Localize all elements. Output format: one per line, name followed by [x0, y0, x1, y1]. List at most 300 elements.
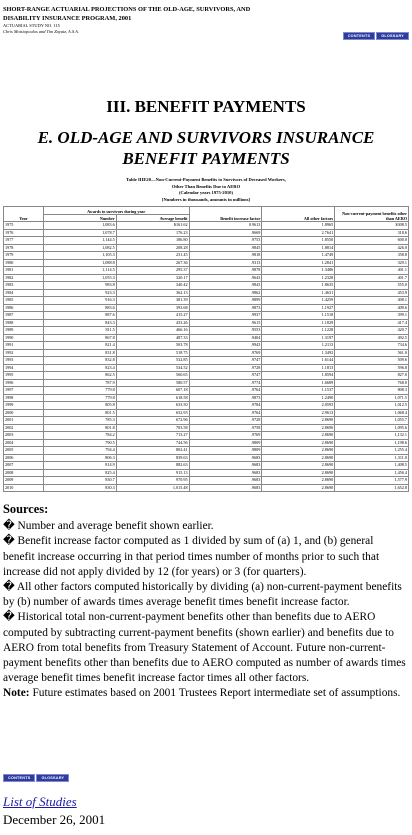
table-cell: 983.8 [43, 282, 116, 290]
subsection-title-line2: BENEFIT PAYMENTS [122, 149, 290, 168]
table-cell: $308.5 [335, 222, 409, 230]
table-cell: 1994 [4, 364, 44, 372]
table-cell: 2.0593 [262, 402, 335, 410]
table-cell: 1.8550 [262, 237, 335, 245]
table-cell: 1988 [4, 319, 44, 327]
table-cell: 492.5 [335, 334, 409, 342]
table-cell: 340.42 [116, 282, 189, 290]
table-cell: 2.9613 [262, 409, 335, 417]
table-cell: 399.1 [335, 312, 409, 320]
subsection-title-line1: E. OLD-AGE AND SURVIVORS INSURANCE [37, 128, 375, 147]
bullet-icon: � [3, 581, 15, 594]
table-cell: 1,071.5 [335, 394, 409, 402]
glossary-button-bottom[interactable]: GLOSSARY [36, 774, 69, 782]
report-header [3, 5, 409, 35]
table-cell: 1,088.8 [43, 259, 116, 267]
table-cell: 532.85 [116, 357, 189, 365]
table-cell: 1983 [4, 282, 44, 290]
table-row [4, 274, 409, 282]
table-cell: 923.3 [43, 289, 116, 297]
table-cell: 2007 [4, 462, 44, 470]
table-cell: 2.8690 [262, 447, 335, 455]
table-row [4, 379, 409, 387]
table-row [4, 424, 409, 432]
table-cell: 518.75 [116, 349, 189, 357]
table-cell: 1,068.4 [335, 409, 409, 417]
table-cell: .9769 [189, 432, 262, 440]
table-caption [0, 177, 412, 203]
table-cell: 2002 [4, 424, 44, 432]
note-text: Future estimates based on 2001 Trustees Report intermediate set of assumptions. [32, 687, 401, 700]
table-cell: 1979 [4, 252, 44, 260]
table-cell: .9764 [189, 387, 262, 395]
table-cell: 318.6 [335, 229, 409, 237]
table-cell: 1996 [4, 379, 44, 387]
table-row [4, 387, 409, 395]
table-cell: 1995 [4, 372, 44, 380]
table-cell: 555.0 [335, 282, 409, 290]
list-of-studies-link[interactable]: List of Studies [3, 794, 77, 809]
col-group-awards: Awards to survivors during year [43, 207, 189, 215]
table-cell: 2.8690 [262, 439, 335, 447]
table-cell: 487.33 [116, 334, 189, 342]
table-cell: 801.5 [43, 409, 116, 417]
col-avg-benefit: Average benefit [116, 214, 189, 222]
table-cell: 672.96 [116, 417, 189, 425]
table-cell: 1,255.4 [335, 447, 409, 455]
table-cell: 1.1537 [262, 387, 335, 395]
table-row [4, 237, 409, 245]
top-nav [343, 32, 409, 40]
table-cell: 1,311.0 [335, 454, 409, 462]
table-cell: 1978 [4, 244, 44, 252]
table-cell: 823.4 [43, 364, 116, 372]
table-row [4, 222, 409, 230]
table-cell: 1,577.9 [335, 477, 409, 485]
table-row [4, 304, 409, 312]
report-title-line2: DISABILITY INSURANCE PROGRAM, 2001 [3, 15, 132, 22]
table-cell: 915.13 [116, 469, 189, 477]
table-cell: 267.36 [116, 259, 189, 267]
table-cell: 1.6689 [262, 379, 335, 387]
section-title: III. BENEFIT PAYMENTS [106, 97, 306, 116]
bottom-nav [3, 774, 69, 782]
table-cell: 2010 [4, 484, 44, 492]
table-cell: 883.6 [43, 304, 116, 312]
table-cell: 2.8690 [262, 477, 335, 485]
table-cell: 801.8 [43, 424, 116, 432]
table-cell: 811.5 [43, 327, 116, 335]
table-cell: .9747 [189, 372, 262, 380]
table-cell: .9404 [189, 334, 262, 342]
contents-button-bottom[interactable]: CONTENTS [3, 774, 35, 782]
table-cell: .9683 [189, 454, 262, 462]
note [3, 686, 407, 701]
table-cell: 1,132.1 [335, 432, 409, 440]
publication-date: December 26, 2001 [3, 812, 106, 827]
table-cell: 862.5 [43, 372, 116, 380]
table-row [4, 289, 409, 297]
table-row [4, 282, 409, 290]
table-cell: 600.0 [335, 237, 409, 245]
table-cell: 393.68 [116, 304, 189, 312]
table-row [4, 334, 409, 342]
table-row [4, 319, 409, 327]
table-cell: 1.2113 [262, 342, 335, 350]
table-cell: .9747 [189, 357, 262, 365]
table-cell: 503.78 [116, 342, 189, 350]
table-row [4, 409, 409, 417]
table-cell: 814.9 [43, 462, 116, 470]
table-cell: 417.4 [335, 319, 409, 327]
table-cell: 1.1813 [262, 364, 335, 372]
table-cell: 1,015.48 [116, 484, 189, 492]
col-noncurrent: Non-current-payment benefits other than AERO [335, 207, 409, 222]
table-cell: .9769 [189, 349, 262, 357]
col-number: Number [43, 214, 116, 222]
table-cell: 607.18 [116, 387, 189, 395]
table-cell: 1989 [4, 327, 44, 335]
table-cell: 1992 [4, 349, 44, 357]
table-cell: 779.8 [43, 394, 116, 402]
table-cell: 794.4 [43, 447, 116, 455]
table-cell: 1980 [4, 259, 44, 267]
table-header-row-1 [4, 207, 409, 215]
table-cell: 401.7 [335, 274, 409, 282]
table-cell: 1,082.5 [43, 244, 116, 252]
table-cell: 231.45 [116, 252, 189, 260]
table-cell: 2009 [4, 477, 44, 485]
table-cell: 1998 [4, 394, 44, 402]
table-cell: 831.8 [43, 349, 116, 357]
table-cell: .9843 [189, 282, 262, 290]
table-cell: 887.6 [43, 312, 116, 320]
report-title-line1: SHORT-RANGE ACTUARIAL PROJECTIONS OF THE OLD-AGE, SURVIVORS, AND [3, 6, 251, 13]
table-cell: 2.8690 [262, 484, 335, 492]
table-cell: 1999 [4, 402, 44, 410]
table-cell: 830.7 [43, 477, 116, 485]
table-row [4, 432, 409, 440]
table-cell: 779.8 [43, 387, 116, 395]
table-cell: .9878 [189, 267, 262, 275]
table-row [4, 394, 409, 402]
table-cell: 1,012.5 [335, 402, 409, 410]
table-cell: 420.7 [335, 327, 409, 335]
table-cell: 320.17 [116, 274, 189, 282]
table-row [4, 484, 409, 492]
table-row [4, 244, 409, 252]
table-row [4, 402, 409, 410]
table-cell: 1984 [4, 289, 44, 297]
table-cell: 2.8690 [262, 432, 335, 440]
table-cell: .9669 [189, 229, 262, 237]
source-text-1: Number and average benefit shown earlier. [17, 520, 214, 533]
table-cell: 408.1 [335, 297, 409, 305]
table-cell: 882.63 [116, 462, 189, 470]
data-table [3, 206, 409, 492]
authors: Chris Motsiopoulos and Tim Zayatz, A.S.A. [3, 29, 79, 34]
table-cell: 1.8594 [262, 372, 335, 380]
table-row [4, 349, 409, 357]
table-cell: 362.13 [116, 289, 189, 297]
table-cell: 1,408.5 [335, 462, 409, 470]
table-cell: 453.9 [335, 289, 409, 297]
table-cell: 1.1518 [262, 312, 335, 320]
table-cell: 2008 [4, 469, 44, 477]
table-cell: .9313 [189, 259, 262, 267]
table-cell: 1.3486 [262, 267, 335, 275]
table-row [4, 447, 409, 455]
table-cell: 1.1829 [262, 319, 335, 327]
table-cell: 2003 [4, 432, 44, 440]
table-cell: 843.3 [43, 319, 116, 327]
table-cell: 329.1 [335, 259, 409, 267]
table-cell: .9845 [189, 244, 262, 252]
table-cell: 1.2490 [262, 394, 335, 402]
table-cell: .9728 [189, 364, 262, 372]
table-cell: 802.41 [116, 447, 189, 455]
table-cell: 808.3 [335, 387, 409, 395]
table-cell: .9774 [189, 379, 262, 387]
col-other-factors: All other factors [262, 207, 335, 222]
table-row [4, 417, 409, 425]
table-cell: 2.7641 [262, 229, 335, 237]
table-cell: .9899 [189, 297, 262, 305]
table-cell: .9553 [189, 327, 262, 335]
table-cell: .9753 [189, 237, 262, 245]
table-cell: 832.8 [43, 357, 116, 365]
table-row [4, 252, 409, 260]
table-row [4, 342, 409, 350]
table-cell: 1.4631 [262, 289, 335, 297]
table-cell: 415.27 [116, 312, 189, 320]
table-cell: 2.8690 [262, 454, 335, 462]
table-cell: 970.95 [116, 477, 189, 485]
table-cell: 805.8 [43, 402, 116, 410]
source-text-3: All other factors computed historically by dividing (a) non-current-payment benefits by (b) number of awards times average benefit times benefit increase factor. [3, 581, 402, 609]
table-cell: 790.5 [43, 439, 116, 447]
table-cell: 1997 [4, 387, 44, 395]
table-row [4, 372, 409, 380]
table-cell: 2001 [4, 417, 44, 425]
table-cell: 0.9613 [189, 222, 262, 230]
sources-section [3, 502, 407, 702]
table-cell: 1.1927 [262, 304, 335, 312]
table-cell: 295.37 [116, 267, 189, 275]
table-cell: 806.3 [43, 454, 116, 462]
table-cell: 703.58 [116, 424, 189, 432]
table-cell: 409.6 [335, 304, 409, 312]
table-cell: 1982 [4, 274, 44, 282]
table-cell: 1.8965 [262, 222, 335, 230]
source-item-3 [3, 580, 407, 610]
table-cell: .9873 [189, 304, 262, 312]
table-cell: 1991 [4, 342, 44, 350]
table-cell: 1987 [4, 312, 44, 320]
table-row [4, 477, 409, 485]
table-cell: .9943 [189, 342, 262, 350]
table-cell: 2006 [4, 454, 44, 462]
table-cell: 1,144.5 [43, 237, 116, 245]
table-cell: 1985 [4, 297, 44, 305]
table-cell: 787.9 [43, 379, 116, 387]
table-cell: 1977 [4, 237, 44, 245]
table-cell: 1,095.6 [335, 424, 409, 432]
table-cell: 839.63 [116, 454, 189, 462]
table-cell: .9758 [189, 424, 262, 432]
table-cell: 1,078.7 [43, 229, 116, 237]
glossary-button[interactable]: GLOSSARY [376, 32, 409, 40]
table-cell: 784.2 [43, 432, 116, 440]
table-row [4, 454, 409, 462]
bullet-icon: � [3, 520, 15, 533]
table-cell: .9784 [189, 402, 262, 410]
table-cell: 2000 [4, 409, 44, 417]
table-row [4, 439, 409, 447]
table-cell: 1.8635 [262, 282, 335, 290]
table-cell: 713.27 [116, 432, 189, 440]
table-cell: 1,198.6 [335, 439, 409, 447]
table-cell: .9809 [189, 447, 262, 455]
contents-button[interactable]: CONTENTS [343, 32, 375, 40]
table-cell: .9764 [189, 409, 262, 417]
table-cell: 534.52 [116, 364, 189, 372]
table-cell: 509.6 [335, 357, 409, 365]
table-cell: 2.8690 [262, 424, 335, 432]
caption-line4: [Numbers in thousands, amounts in millions] [161, 196, 251, 202]
table-cell: .9818 [189, 252, 262, 260]
table-cell: 1,055.7 [335, 417, 409, 425]
source-text-4: Historical total non-current-payment benefits other than benefits due to AERO computed by subtracting current-payment benefits (shown earlier) and benefits due to AERO from total benefits from Treasury Statement of Account. Future non-current-payment benefits other than benefits due to AERO computed as number of awards times average benefit times benefit increase factor times all other factors. [3, 611, 406, 685]
table-cell: 1.2841 [262, 259, 335, 267]
table-cell: 186.80 [116, 237, 189, 245]
source-text-2: Benefit increase factor computed as 1 divided by sum of (a) 1, and (b) general benefit increase occurring in that period times number of months prior to such that increase did not apply divided by 12 (for years) or 3 (for quarters). [3, 535, 380, 578]
table-cell: 744.56 [116, 439, 189, 447]
table-row [4, 462, 409, 470]
table-cell: 466.16 [116, 327, 189, 335]
table-cell: .9683 [189, 462, 262, 470]
table-cell: 916.3 [43, 297, 116, 305]
table-row [4, 364, 409, 372]
table-cell: 633.50 [116, 402, 189, 410]
table-cell: 208.28 [116, 244, 189, 252]
table-cell: 1.3492 [262, 349, 335, 357]
table-body [4, 222, 409, 492]
table-cell: .9873 [189, 394, 262, 402]
table-cell: 580.57 [116, 379, 189, 387]
table-row [4, 469, 409, 477]
table-row [4, 229, 409, 237]
source-item-2 [3, 534, 407, 580]
table-cell: 2.8690 [262, 462, 335, 470]
table-cell: 401.1 [335, 267, 409, 275]
table-cell: 830.3 [43, 484, 116, 492]
table-cell: 1,652.8 [335, 484, 409, 492]
table-row [4, 259, 409, 267]
col-increase-factor: Benefit increase factor [189, 207, 262, 222]
table-cell: 618.58 [116, 394, 189, 402]
table-row [4, 312, 409, 320]
table-cell: 2.8690 [262, 469, 335, 477]
table-cell: 1975 [4, 222, 44, 230]
table-cell: 785.3 [43, 417, 116, 425]
table-cell: 381.39 [116, 297, 189, 305]
source-item-4 [3, 610, 407, 686]
study-number: ACTUARIAL STUDY NO. 115 [3, 23, 60, 28]
table-cell: 2.8690 [262, 417, 335, 425]
table-cell: 1,114.5 [43, 267, 116, 275]
caption-line3: (Calendar years 1975-2010) [178, 190, 233, 195]
table-row [4, 267, 409, 275]
table-cell: 1.4259 [262, 297, 335, 305]
table-cell: 1.2328 [262, 274, 335, 282]
table-cell: 426.0 [335, 244, 409, 252]
table-cell: .9862 [189, 289, 262, 297]
table-cell: 821.4 [43, 342, 116, 350]
caption-line1: Table IIIE20—Non-Current-Payment Benefits to Survivors of Deceased Workers, [126, 177, 286, 182]
table-cell: 2004 [4, 439, 44, 447]
table-cell: .9643 [189, 274, 262, 282]
table-cell: 433.26 [116, 319, 189, 327]
table-cell: .9683 [189, 469, 262, 477]
table-cell: .9809 [189, 439, 262, 447]
source-item-1 [3, 519, 407, 534]
table-cell: 1.4749 [262, 252, 335, 260]
subsection-title [10, 127, 402, 169]
table-cell: .9683 [189, 477, 262, 485]
table-cell: 561.0 [335, 349, 409, 357]
table-cell: 596.8 [335, 364, 409, 372]
table-cell: .9683 [189, 484, 262, 492]
table-cell: 1,083.6 [43, 222, 116, 230]
note-label: Note: [3, 687, 30, 700]
table-row [4, 357, 409, 365]
table-cell: 652.93 [116, 409, 189, 417]
table-cell: 768.0 [335, 379, 409, 387]
table-cell: 827.0 [335, 372, 409, 380]
table-cell: 1,055.3 [43, 274, 116, 282]
table-cell: 1,105.3 [43, 252, 116, 260]
bullet-icon: � [3, 535, 15, 548]
table-cell: .9615 [189, 319, 262, 327]
table-row [4, 297, 409, 305]
table-cell: 1981 [4, 267, 44, 275]
table-cell: 1.8814 [262, 244, 335, 252]
table-cell: 358.8 [335, 252, 409, 260]
table-cell: 1976 [4, 229, 44, 237]
table-cell: 1.1228 [262, 327, 335, 335]
table-cell: 1990 [4, 334, 44, 342]
table-cell: .9937 [189, 312, 262, 320]
table-cell: 1993 [4, 357, 44, 365]
bullet-icon: � [3, 611, 15, 624]
table-cell: 176.23 [116, 229, 189, 237]
sources-heading: Sources: [3, 502, 49, 516]
table-cell: 825.4 [43, 469, 116, 477]
table-row [4, 327, 409, 335]
col-year: Year [4, 207, 44, 222]
table-cell: $161.62 [116, 222, 189, 230]
table-cell: 734.6 [335, 342, 409, 350]
table-cell: 2005 [4, 447, 44, 455]
table-cell: 1.6144 [262, 357, 335, 365]
table-cell: 1,456.4 [335, 469, 409, 477]
table-cell: .9728 [189, 417, 262, 425]
table-cell: 867.8 [43, 334, 116, 342]
table-cell: 1986 [4, 304, 44, 312]
caption-line2: Other Than Benefits Due to AERO [171, 183, 241, 189]
table-cell: 560.65 [116, 372, 189, 380]
